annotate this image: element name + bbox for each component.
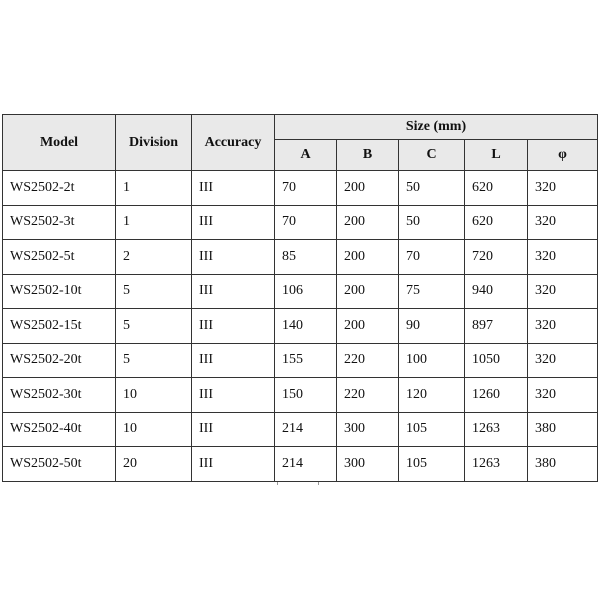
cell-size-phi: 380 xyxy=(528,412,598,447)
cell-accuracy: III xyxy=(192,412,275,447)
cell-size-b: 200 xyxy=(337,205,399,240)
cell-size-phi: 320 xyxy=(528,171,598,206)
cell-size-b: 220 xyxy=(337,343,399,378)
cell-size-phi: 320 xyxy=(528,378,598,413)
cell-accuracy: III xyxy=(192,447,275,482)
cell-model: WS2502-30t xyxy=(3,378,116,413)
cell-division: 5 xyxy=(116,309,192,344)
cell-size-l: 1263 xyxy=(465,447,528,482)
cell-division: 2 xyxy=(116,240,192,275)
cell-size-c: 105 xyxy=(399,412,465,447)
cell-size-a: 214 xyxy=(275,447,337,482)
cell-size-c: 70 xyxy=(399,240,465,275)
table-row xyxy=(3,412,598,447)
scan-mark xyxy=(277,482,278,485)
header-size-a: A xyxy=(275,140,337,171)
cell-model: WS2502-15t xyxy=(3,309,116,344)
cell-size-phi: 320 xyxy=(528,240,598,275)
cell-size-b: 220 xyxy=(337,378,399,413)
cell-size-phi: 320 xyxy=(528,274,598,309)
cell-model: WS2502-50t xyxy=(3,447,116,482)
cell-size-a: 85 xyxy=(275,240,337,275)
header-size-phi: φ xyxy=(528,140,598,171)
table-row xyxy=(3,309,598,344)
table-row xyxy=(3,274,598,309)
cell-accuracy: III xyxy=(192,171,275,206)
cell-size-l: 1050 xyxy=(465,343,528,378)
cell-division: 10 xyxy=(116,412,192,447)
cell-model: WS2502-20t xyxy=(3,343,116,378)
cell-size-phi: 320 xyxy=(528,205,598,240)
cell-division: 5 xyxy=(116,343,192,378)
cell-accuracy: III xyxy=(192,205,275,240)
cell-division: 20 xyxy=(116,447,192,482)
cell-size-l: 620 xyxy=(465,205,528,240)
cell-accuracy: III xyxy=(192,378,275,413)
cell-size-c: 50 xyxy=(399,171,465,206)
header-division: Division xyxy=(116,115,192,171)
header-size-c: C xyxy=(399,140,465,171)
cell-size-l: 940 xyxy=(465,274,528,309)
cell-size-a: 70 xyxy=(275,205,337,240)
cell-size-b: 300 xyxy=(337,447,399,482)
cell-division: 5 xyxy=(116,274,192,309)
cell-size-c: 75 xyxy=(399,274,465,309)
cell-size-c: 120 xyxy=(399,378,465,413)
cell-size-l: 720 xyxy=(465,240,528,275)
cell-size-b: 200 xyxy=(337,171,399,206)
cell-size-a: 155 xyxy=(275,343,337,378)
table-row xyxy=(3,205,598,240)
cell-size-l: 1260 xyxy=(465,378,528,413)
cell-model: WS2502-3t xyxy=(3,205,116,240)
cell-division: 1 xyxy=(116,205,192,240)
cell-size-b: 200 xyxy=(337,240,399,275)
header-accuracy: Accuracy xyxy=(192,115,275,171)
cell-size-b: 200 xyxy=(337,309,399,344)
cell-size-phi: 320 xyxy=(528,309,598,344)
header-size-l: L xyxy=(465,140,528,171)
cell-model: WS2502-10t xyxy=(3,274,116,309)
cell-accuracy: III xyxy=(192,343,275,378)
cell-size-a: 70 xyxy=(275,171,337,206)
cell-size-phi: 380 xyxy=(528,447,598,482)
cell-size-phi: 320 xyxy=(528,343,598,378)
cell-division: 1 xyxy=(116,171,192,206)
cell-model: WS2502-5t xyxy=(3,240,116,275)
cell-accuracy: III xyxy=(192,274,275,309)
table-row xyxy=(3,447,598,482)
spec-table xyxy=(2,114,598,482)
table-row xyxy=(3,240,598,275)
cell-size-c: 105 xyxy=(399,447,465,482)
table-header xyxy=(3,115,598,171)
cell-size-c: 100 xyxy=(399,343,465,378)
table-row xyxy=(3,378,598,413)
cell-size-a: 150 xyxy=(275,378,337,413)
cell-size-b: 200 xyxy=(337,274,399,309)
table-body xyxy=(3,171,598,482)
table-row xyxy=(3,343,598,378)
header-size-group: Size (mm) xyxy=(275,115,598,140)
header-size-b: B xyxy=(337,140,399,171)
cell-size-l: 620 xyxy=(465,171,528,206)
scan-mark xyxy=(318,482,319,485)
cell-model: WS2502-2t xyxy=(3,171,116,206)
cell-size-c: 90 xyxy=(399,309,465,344)
cell-accuracy: III xyxy=(192,240,275,275)
cell-size-c: 50 xyxy=(399,205,465,240)
cell-size-l: 897 xyxy=(465,309,528,344)
cell-division: 10 xyxy=(116,378,192,413)
cell-size-a: 214 xyxy=(275,412,337,447)
cell-size-a: 106 xyxy=(275,274,337,309)
cell-model: WS2502-40t xyxy=(3,412,116,447)
cell-size-b: 300 xyxy=(337,412,399,447)
header-row-1 xyxy=(3,115,598,140)
cell-size-l: 1263 xyxy=(465,412,528,447)
cell-accuracy: III xyxy=(192,309,275,344)
header-model: Model xyxy=(3,115,116,171)
cell-size-a: 140 xyxy=(275,309,337,344)
table-row xyxy=(3,171,598,206)
